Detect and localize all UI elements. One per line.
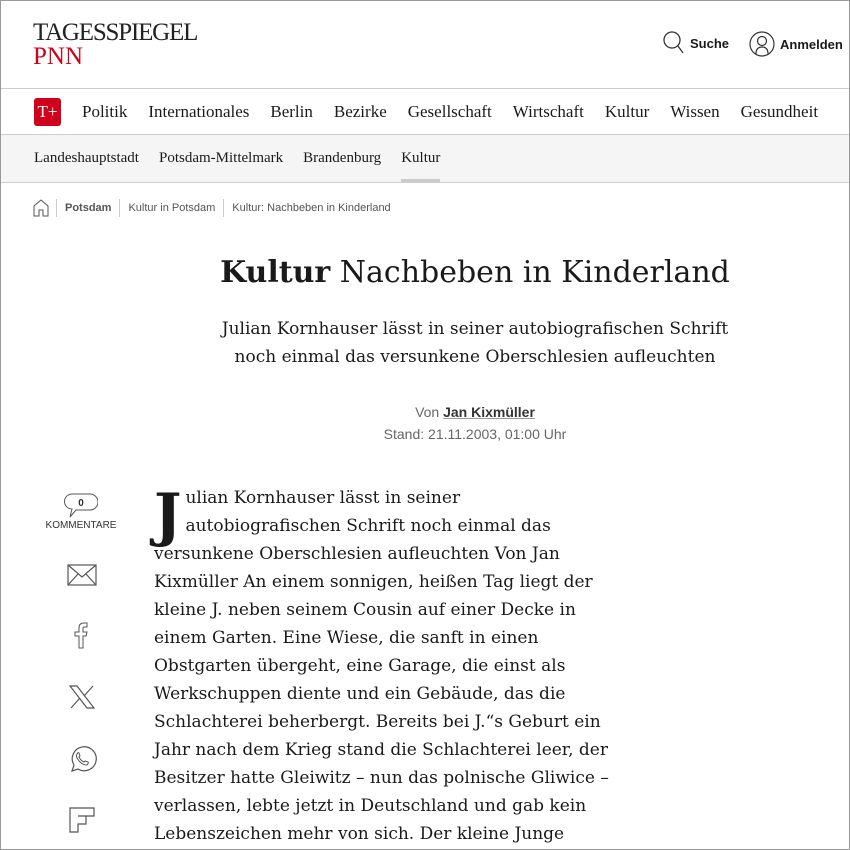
- body-line: einem Garten. Eine Wiese, die sanft in einen: [154, 628, 539, 648]
- nav-item-wissen[interactable]: Wissen: [670, 102, 720, 121]
- article-body: [154, 481, 634, 848]
- logo-pnn[interactable]: PNN: [33, 43, 84, 70]
- body-line: Obstgarten übergeht, eine Garage, die einst als: [154, 656, 566, 676]
- article-title: [1, 255, 849, 290]
- x-share-icon[interactable]: [69, 685, 95, 709]
- search-icon: [663, 31, 685, 55]
- breadcrumb-label: Potsdam: [65, 202, 112, 214]
- subnav-kultur[interactable]: Kultur: [401, 135, 440, 182]
- comments-label: KOMMENTARE: [45, 520, 117, 531]
- drop-cap: J: [154, 481, 182, 549]
- login-button[interactable]: [749, 31, 843, 57]
- nav-item-bezirke[interactable]: Bezirke: [333, 102, 387, 121]
- nav-item-politik[interactable]: Politik: [82, 102, 128, 121]
- nav-item-internationales[interactable]: Internationales: [148, 102, 250, 121]
- article-meta: [1, 401, 849, 445]
- breadcrumb-kultur-in-potsdam[interactable]: Kultur in Potsdam: [119, 199, 223, 217]
- body-line: Lebenszeichen mehr von sich. Der kleine Junge: [154, 824, 565, 844]
- subtitle-line: Julian Kornhauser lässt in seiner autobiografischen Schrift: [221, 319, 729, 339]
- body-line: autobiografischen Schrift noch einmal das: [185, 516, 551, 536]
- body-line: Kixmüller An einem sonnigen, heißen Tag liegt der: [154, 572, 593, 592]
- article-kicker: Kultur: [220, 255, 331, 290]
- subtitle-line: noch einmal das versunkene Oberschlesien aufleuchten: [234, 347, 716, 367]
- svg-text:0: 0: [78, 498, 84, 509]
- sub-nav: [1, 135, 849, 182]
- nav-item-wirtschaft[interactable]: Wirtschaft: [512, 102, 584, 121]
- search-label: Suche: [690, 35, 730, 51]
- author-link[interactable]: Jan Kixmüller: [443, 404, 535, 420]
- tplus-badge[interactable]: T+: [34, 98, 61, 126]
- nav-item-kultur[interactable]: Kultur: [604, 102, 650, 121]
- breadcrumb-current: Kultur: Nachbeben in Kinderland: [223, 199, 398, 217]
- body-line: Jahr nach dem Krieg stand die Schlachterei leer, der: [154, 740, 608, 760]
- breadcrumb-potsdam[interactable]: [56, 199, 119, 217]
- body-line: ulian Kornhauser lässt in seiner: [185, 488, 461, 508]
- divider: [1, 182, 849, 183]
- article-date: Stand: 21.11.2003, 01:00 Uhr: [383, 426, 567, 442]
- whatsapp-share-icon[interactable]: [67, 744, 97, 774]
- body-line: Besitzer hatte Gleiwitz – nun das polnische Gliwice –: [154, 768, 609, 788]
- nav-item-berlin[interactable]: Berlin: [270, 102, 313, 121]
- body-line: versunkene Oberschlesien aufleuchten Von Jan: [154, 544, 560, 564]
- breadcrumb: [33, 199, 399, 217]
- flipboard-share-icon[interactable]: [69, 807, 95, 833]
- body-line: Werkschuppen diente und ein Gebäude, das die: [154, 684, 566, 704]
- body-line: Schlachterei beherbergt. Bereits bei J.“s Geburt ein: [154, 712, 601, 732]
- subnav-landeshauptstadt[interactable]: Landeshauptstadt: [34, 150, 139, 166]
- main-nav: [1, 89, 849, 135]
- title-text: Nachbeben in Kinderland: [339, 255, 730, 290]
- home-icon[interactable]: [33, 199, 49, 217]
- article-subtitle: [1, 315, 849, 371]
- user-icon: [749, 31, 775, 57]
- body-line: kleine J. neben seinem Cousin auf einer Decke in: [154, 600, 576, 620]
- nav-item-gesellschaft[interactable]: Gesellschaft: [407, 102, 492, 121]
- comment-bubble-icon: [64, 492, 98, 520]
- subnav-brandenburg[interactable]: Brandenburg: [303, 150, 382, 166]
- facebook-share-icon[interactable]: [71, 621, 91, 649]
- logo-tagesspiegel[interactable]: TAGESSPIEGEL: [33, 19, 198, 46]
- login-label: Anmelden: [780, 36, 843, 52]
- search-button[interactable]: [663, 31, 729, 55]
- nav-item-gesundheit[interactable]: Gesundheit: [740, 102, 819, 121]
- by-prefix: Von: [415, 404, 440, 420]
- email-share-icon[interactable]: [67, 564, 97, 586]
- comments-button[interactable]: [41, 492, 121, 531]
- subnav-potsdam-mittelmark[interactable]: Potsdam-Mittelmark: [158, 150, 284, 166]
- body-line: verlassen, lebte jetzt in Deutschland und gab kein: [154, 796, 587, 816]
